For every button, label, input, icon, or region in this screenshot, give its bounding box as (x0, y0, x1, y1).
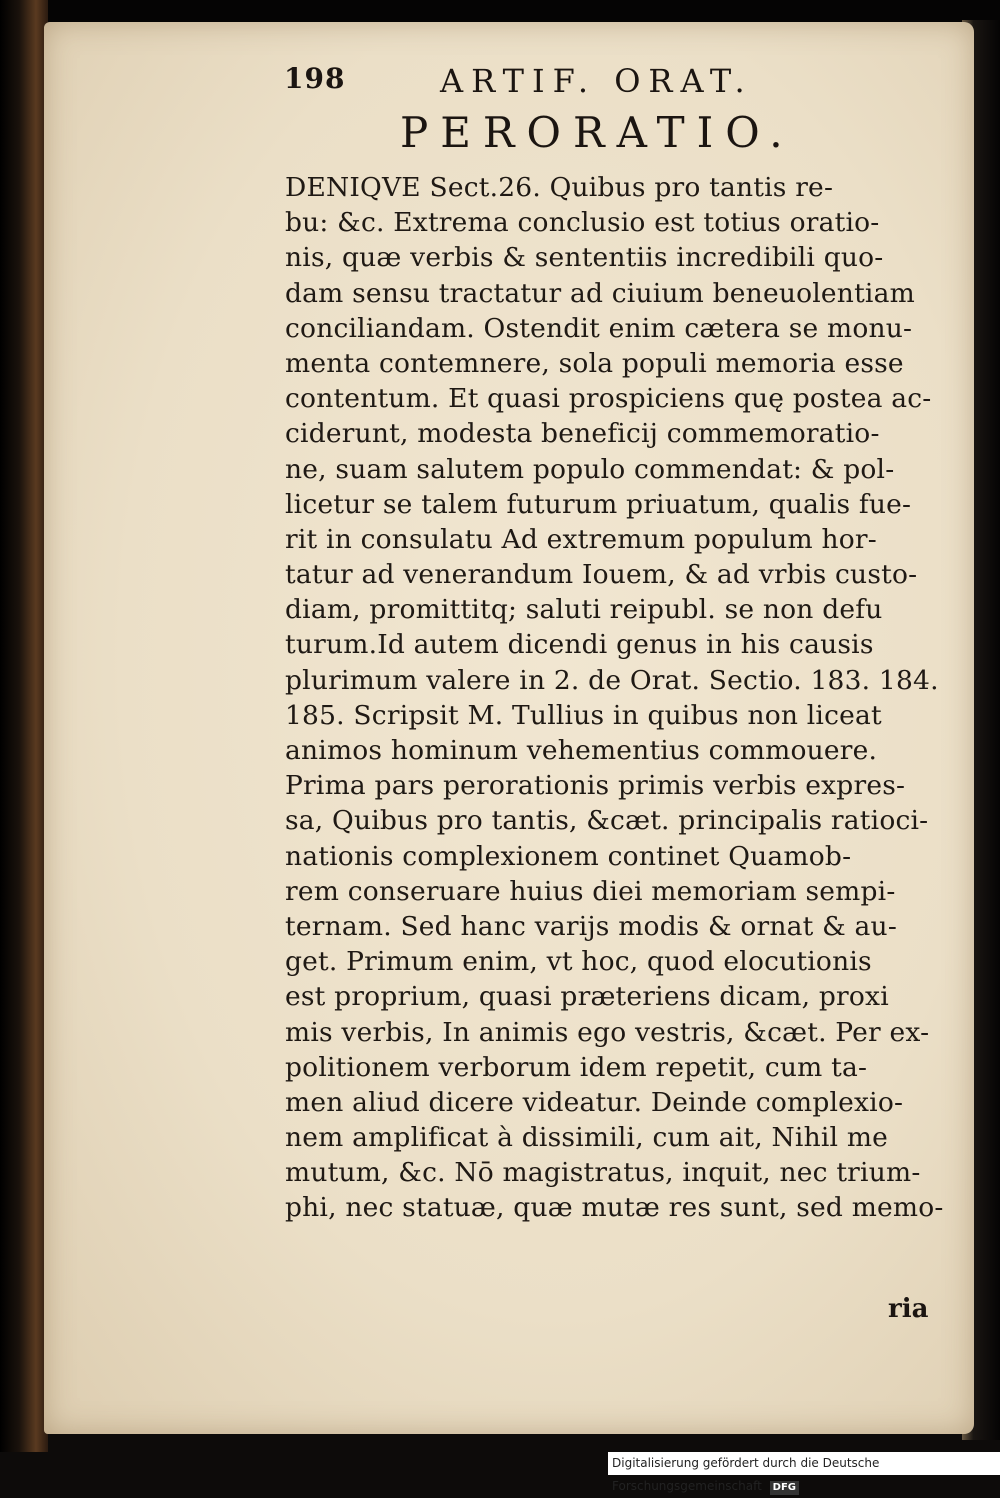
text-line: est proprium, quasi præteriens dicam, proxi (285, 981, 889, 1013)
text-line: animos hominum vehementius commouere. (285, 735, 878, 766)
text-line: rem conseruare huius diei memoriam sempi- (285, 875, 896, 907)
text-line: politionem verborum idem repetit, cum ta- (285, 1051, 868, 1083)
digitization-footer (608, 1452, 1000, 1493)
text-line: men aliud dicere videatur. Deinde complexio- (285, 1086, 904, 1118)
text-line: plurimum valere in 2. de Orat. Sectio. 183. 184. (285, 664, 939, 696)
text-line: diam, promittitq; saluti reipubl. se non defu (285, 594, 883, 626)
text-line: mutum, &c. Nō magistratus, inquit, nec trium- (285, 1157, 921, 1189)
page-header (284, 62, 924, 106)
text-line: DENIQVE Sect.26. Quibus pro tantis re- (285, 172, 834, 203)
text-line: nis, quæ verbis & sententiis incredibili quo- (285, 242, 884, 274)
text-line: nem amplificat à dissimili, cum ait, Nihil me (285, 1122, 889, 1154)
text-line: turum.Id autem dicendi genus in his causis (285, 629, 874, 661)
text-line: conciliandam. Ostendit enim cætera se monu- (285, 312, 913, 344)
text-line: Prima pars perorationis primis verbis expres- (285, 770, 906, 802)
text-line: bu: &c. Extrema conclusio est totius oratio- (285, 207, 880, 239)
body-text (285, 170, 944, 1226)
book-spine (0, 0, 48, 1452)
text-line: ciderunt, modesta beneficij commemoratio- (285, 418, 880, 450)
text-line: rit in consulatu Ad extremum populum hor- (285, 523, 877, 555)
text-line: licetur se talem futurum priuatum, qualis fue- (285, 488, 912, 520)
text-line: dam sensu tractatur ad ciuium beneuolentiam (285, 277, 915, 309)
text-line: mis verbis, In animis ego vestris, &cæt. Per ex- (285, 1016, 930, 1048)
page-number: 198 (284, 62, 346, 95)
text-line: sa, Quibus pro tantis, &cæt. principalis ratioci- (285, 805, 929, 837)
text-line: nationis complexionem continet Quamob- (285, 840, 852, 872)
dfg-logo: DFG (770, 1481, 799, 1495)
text-line: 185. Scripsit M. Tullius in quibus non liceat (285, 699, 882, 731)
text-line: tatur ad venerandum Iouem, & ad vrbis custo- (285, 559, 918, 591)
catchword: ria (888, 1294, 929, 1324)
text-line: contentum. Et quasi prospiciens quę postea ac- (285, 383, 932, 415)
text-line: ne, suam salutem populo commendat: & pol- (285, 453, 895, 485)
section-title: PERORATIO. (400, 108, 795, 157)
footer-credit: Digitalisierung gefördert durch die Deutsche Forschungsgemeinschaft (612, 1456, 880, 1493)
running-head: ARTIF. ORAT. (440, 62, 753, 100)
text-line: menta contemnere, sola populi memoria esse (285, 347, 904, 379)
text-line: get. Primum enim, vt hoc, quod elocutionis (285, 946, 872, 978)
text-line: ternam. Sed hanc varijs modis & ornat & au- (285, 910, 897, 942)
text-line: phi, nec statuæ, quæ mutæ res sunt, sed memo- (285, 1192, 944, 1224)
